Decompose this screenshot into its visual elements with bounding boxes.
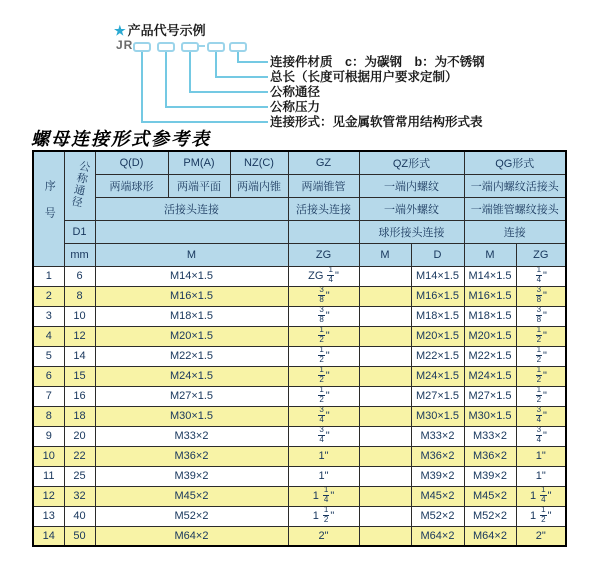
header-zg-qg: ZG — [516, 243, 566, 266]
cell-m: M14×1.5 — [95, 266, 288, 286]
cell-serial: 3 — [33, 306, 64, 326]
cell-qg-zg: 1 $\frac{1}{2}$ " — [516, 506, 566, 526]
cell-gz-zg: 2" — [288, 526, 359, 546]
cell-serial: 12 — [33, 486, 64, 506]
cell-gz-zg: 1" — [288, 466, 359, 486]
table-row — [33, 526, 566, 546]
cell-qg-m: M20×1.5 — [464, 326, 516, 346]
cell-m: M22×1.5 — [95, 346, 288, 366]
cell-m: M39×2 — [95, 466, 288, 486]
cell-m: M36×2 — [95, 446, 288, 466]
cell-qg-m: M22×1.5 — [464, 346, 516, 366]
table-row — [33, 406, 566, 426]
cell-dn: 15 — [64, 366, 95, 386]
nut-connection-table — [32, 150, 567, 547]
cell-gz-zg: $\frac{3}{8}$ " — [288, 306, 359, 326]
product-code-prefix: JR — [116, 38, 134, 52]
leader-line-5 — [141, 52, 268, 123]
cell-gz-zg: $\frac{3}{4}$ " — [288, 426, 359, 446]
cell-qz-d: M39×2 — [411, 466, 464, 486]
header-m-main: M — [95, 243, 288, 266]
cell-qg-m: M24×1.5 — [464, 366, 516, 386]
cell-qg-m: M18×1.5 — [464, 306, 516, 326]
code-box-1 — [133, 42, 151, 52]
star-icon: ★ — [114, 23, 126, 38]
cell-qg-zg: $\frac{3}{8}$ " — [516, 286, 566, 306]
cell-qz-m — [359, 506, 411, 526]
cell-qg-zg: 1" — [516, 446, 566, 466]
header-empty-gz — [288, 220, 359, 243]
cell-serial: 2 — [33, 286, 64, 306]
cell-qz-m — [359, 306, 411, 326]
cell-qg-zg: $\frac{1}{2}$ " — [516, 326, 566, 346]
cell-qz-d: M33×2 — [411, 426, 464, 446]
header-mm: mm — [64, 243, 95, 266]
cell-qg-m: M52×2 — [464, 506, 516, 526]
cell-serial: 13 — [33, 506, 64, 526]
header-d-qz: D — [411, 243, 464, 266]
table-row — [33, 506, 566, 526]
cell-qz-d: M20×1.5 — [411, 326, 464, 346]
cell-qz-d: M27×1.5 — [411, 386, 464, 406]
header-gz: GZ — [288, 151, 359, 174]
cell-qz-m — [359, 326, 411, 346]
header-m-qg: M — [464, 243, 516, 266]
table-row — [33, 306, 566, 326]
cell-qg-zg: 1 $\frac{1}{4}$ " — [516, 486, 566, 506]
cell-gz-zg: 1 $\frac{1}{4}$ " — [288, 486, 359, 506]
header-qg: QG形式 — [464, 151, 566, 174]
label-nominal-pressure: 公称压力 — [270, 100, 321, 114]
cell-qg-m: M33×2 — [464, 426, 516, 446]
table-row — [33, 326, 566, 346]
header-qz-desc2: 一端外螺纹 — [359, 197, 464, 220]
table-row — [33, 486, 566, 506]
cell-qz-m — [359, 406, 411, 426]
header-serial: 序号 — [33, 151, 64, 266]
cell-qg-m: M39×2 — [464, 466, 516, 486]
cell-qz-m — [359, 466, 411, 486]
cell-m: M20×1.5 — [95, 326, 288, 346]
cell-qg-zg: $\frac{3}{4}$ " — [516, 406, 566, 426]
cell-qz-m — [359, 446, 411, 466]
cell-serial: 10 — [33, 446, 64, 466]
cell-qg-m: M16×1.5 — [464, 286, 516, 306]
cell-dn: 10 — [64, 306, 95, 326]
cell-serial: 4 — [33, 326, 64, 346]
cell-serial: 9 — [33, 426, 64, 446]
cell-gz-zg: $\frac{3}{4}$ " — [288, 406, 359, 426]
cell-qg-zg: $\frac{1}{2}$ " — [516, 366, 566, 386]
cell-qg-m: M14×1.5 — [464, 266, 516, 286]
diagram-heading — [114, 20, 206, 39]
header-qg-desc1: 一端内螺纹活接头 — [464, 174, 566, 197]
cell-m: M52×2 — [95, 506, 288, 526]
cell-qz-m — [359, 486, 411, 506]
cell-m: M27×1.5 — [95, 386, 288, 406]
cell-qz-d: M36×2 — [411, 446, 464, 466]
cell-gz-zg: $\frac{1}{2}$ " — [288, 326, 359, 346]
cell-gz-zg: ZG $\frac{1}{4}$ " — [288, 266, 359, 286]
cell-gz-zg: $\frac{1}{2}$ " — [288, 386, 359, 406]
cell-qz-m — [359, 426, 411, 446]
header-qz: QZ形式 — [359, 151, 464, 174]
cell-gz-zg: 1" — [288, 446, 359, 466]
cell-qg-zg: $\frac{3}{8}$ " — [516, 306, 566, 326]
cell-qg-zg: $\frac{1}{2}$ " — [516, 386, 566, 406]
cell-qz-m — [359, 366, 411, 386]
header-m-qz: M — [359, 243, 411, 266]
table-row — [33, 346, 566, 366]
code-box-4 — [207, 42, 225, 52]
diagram-heading-text: 产品代号示例 — [127, 23, 206, 38]
code-box-5 — [229, 42, 247, 52]
cell-dn: 22 — [64, 446, 95, 466]
header-pm: PM(A) — [168, 151, 230, 174]
label-nominal-diameter: 公称通径 — [270, 85, 321, 99]
header-nz-desc: 两端内锥 — [230, 174, 288, 197]
header-qz-desc1: 一端内螺纹 — [359, 174, 464, 197]
header-nominal-diameter: 公称通径 — [64, 151, 95, 220]
cell-qz-d: M45×2 — [411, 486, 464, 506]
cell-dn: 16 — [64, 386, 95, 406]
cell-serial: 1 — [33, 266, 64, 286]
label-total-length: 总长（长度可根据用户要求定制） — [270, 70, 458, 84]
header-qg-desc2: 一端锥管螺纹接头 — [464, 197, 566, 220]
cell-m: M45×2 — [95, 486, 288, 506]
cell-qz-m — [359, 526, 411, 546]
cell-dn: 50 — [64, 526, 95, 546]
cell-dn: 8 — [64, 286, 95, 306]
header-union-connection: 活接头连接 — [95, 197, 288, 220]
table-row — [33, 446, 566, 466]
cell-serial: 5 — [33, 346, 64, 366]
cell-qg-zg: $\frac{1}{4}$ " — [516, 266, 566, 286]
cell-dn: 14 — [64, 346, 95, 366]
cell-m: M16×1.5 — [95, 286, 288, 306]
cell-qz-d: M16×1.5 — [411, 286, 464, 306]
cell-qz-d: M64×2 — [411, 526, 464, 546]
cell-qz-m — [359, 386, 411, 406]
code-box-2 — [157, 42, 175, 52]
header-d1: D1 — [64, 220, 95, 243]
cell-gz-zg: 1 $\frac{1}{2}$ " — [288, 506, 359, 526]
code-box-3 — [181, 42, 199, 52]
table-row — [33, 466, 566, 486]
table-title: 螺母连接形式参考表 — [31, 129, 211, 150]
cell-serial: 11 — [33, 466, 64, 486]
cell-gz-zg: $\frac{1}{2}$ " — [288, 366, 359, 386]
cell-qz-d: M30×1.5 — [411, 406, 464, 426]
cell-qg-m: M30×1.5 — [464, 406, 516, 426]
cell-m: M30×1.5 — [95, 406, 288, 426]
label-material: 连接件材质 c：为碳钢 b：为不锈钢 — [270, 55, 485, 69]
cell-serial: 6 — [33, 366, 64, 386]
header-gz-connection: 活接头连接 — [288, 197, 359, 220]
label-connection-form: 连接形式：见金属软管常用结构形式表 — [270, 115, 483, 129]
cell-qg-zg: 1" — [516, 466, 566, 486]
cell-serial: 8 — [33, 406, 64, 426]
table-row — [33, 386, 566, 406]
cell-dn: 12 — [64, 326, 95, 346]
cell-serial: 14 — [33, 526, 64, 546]
cell-qg-m: M36×2 — [464, 446, 516, 466]
cell-qz-d: M18×1.5 — [411, 306, 464, 326]
cell-serial: 7 — [33, 386, 64, 406]
code-dash — [198, 45, 205, 47]
table-row — [33, 366, 566, 386]
header-qg-connection: 连接 — [464, 220, 566, 243]
cell-dn: 32 — [64, 486, 95, 506]
header-empty-left — [95, 220, 288, 243]
header-qz-connection: 球形接头连接 — [359, 220, 464, 243]
table-row — [33, 286, 566, 306]
cell-qg-m: M64×2 — [464, 526, 516, 546]
cell-m: M33×2 — [95, 426, 288, 446]
header-gz-desc: 两端锥管 — [288, 174, 359, 197]
cell-qg-zg: $\frac{1}{2}$ " — [516, 346, 566, 366]
table-row — [33, 426, 566, 446]
table-row — [33, 266, 566, 286]
header-nz: NZ(C) — [230, 151, 288, 174]
cell-qz-d: M24×1.5 — [411, 366, 464, 386]
cell-qz-d: M52×2 — [411, 506, 464, 526]
cell-qz-d: M22×1.5 — [411, 346, 464, 366]
cell-m: M18×1.5 — [95, 306, 288, 326]
cell-qz-m — [359, 346, 411, 366]
cell-dn: 25 — [64, 466, 95, 486]
cell-qz-d: M14×1.5 — [411, 266, 464, 286]
cell-dn: 6 — [64, 266, 95, 286]
cell-qz-m — [359, 266, 411, 286]
header-zg-gz: ZG — [288, 243, 359, 266]
header-q-desc: 两端球形 — [95, 174, 168, 197]
cell-qz-m — [359, 286, 411, 306]
cell-m: M64×2 — [95, 526, 288, 546]
cell-dn: 40 — [64, 506, 95, 526]
header-pm-desc: 两端平面 — [168, 174, 230, 197]
cell-qg-m: M45×2 — [464, 486, 516, 506]
cell-dn: 20 — [64, 426, 95, 446]
cell-qg-m: M27×1.5 — [464, 386, 516, 406]
header-q: Q(D) — [95, 151, 168, 174]
cell-m: M24×1.5 — [95, 366, 288, 386]
cell-qg-zg: $\frac{3}{4}$ " — [516, 426, 566, 446]
cell-gz-zg: $\frac{3}{8}$ " — [288, 286, 359, 306]
table-body — [33, 266, 566, 546]
cell-qg-zg: 2" — [516, 526, 566, 546]
cell-dn: 18 — [64, 406, 95, 426]
cell-gz-zg: $\frac{1}{2}$ " — [288, 346, 359, 366]
